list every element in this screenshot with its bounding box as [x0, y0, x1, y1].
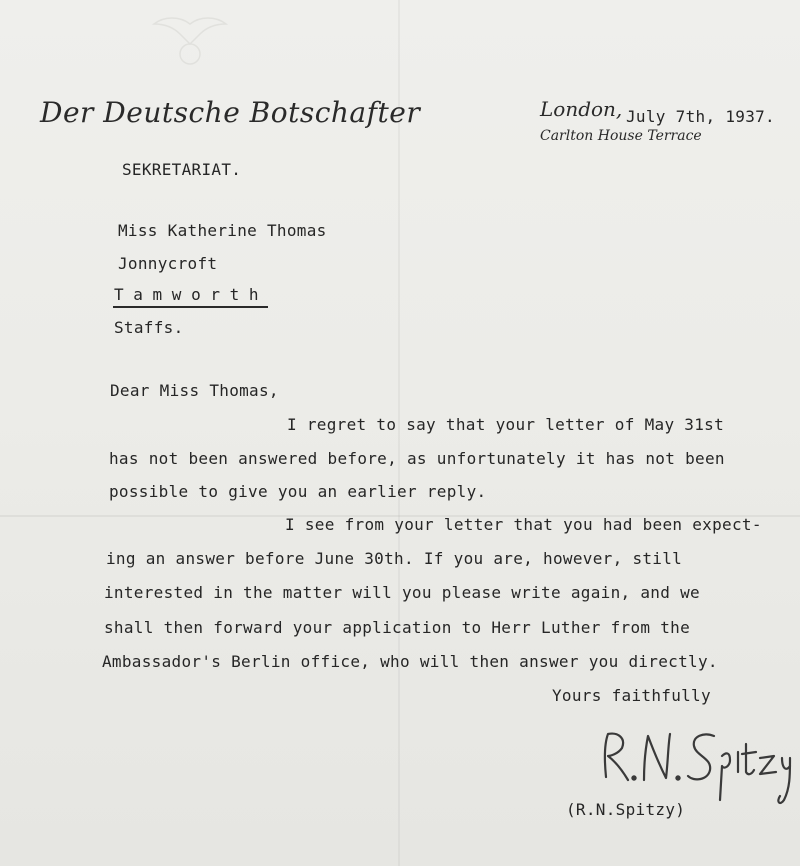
letterhead-street: Carlton House Terrace	[540, 128, 702, 144]
body-line: I regret to say that your letter of May 31st	[287, 415, 725, 434]
body-line: has not been answered before, as unfortunately it has not been	[109, 449, 725, 468]
body-line: Ambassador's Berlin office, who will then answer you directly.	[102, 652, 718, 671]
letterhead-office: Der Deutsche Botschafter	[40, 96, 421, 129]
body-line: ing an answer before June 30th. If you are, however, still	[106, 549, 683, 568]
body-line: shall then forward your application to Herr Luther from the	[104, 618, 691, 637]
typed-signature: (R.N.Spitzy)	[566, 800, 686, 819]
salutation: Dear Miss Thomas,	[110, 381, 279, 400]
department-label: SEKRETARIAT.	[122, 160, 242, 179]
body-line: interested in the matter will you please write again, and we	[104, 583, 700, 602]
town-underline	[113, 306, 268, 308]
closing: Yours faithfully	[552, 686, 711, 705]
letter-date: July 7th, 1937.	[626, 107, 775, 126]
body-line: I see from your letter that you had been expect-	[285, 515, 762, 534]
recipient-town: T a m w o r t h	[114, 285, 259, 304]
recipient-name: Miss Katherine Thomas	[118, 221, 327, 240]
letterhead-city: London,	[540, 97, 623, 121]
embossed-eagle-seal-icon	[150, 10, 230, 70]
recipient-house: Jonnycroft	[118, 254, 218, 273]
recipient-county: Staffs.	[114, 318, 184, 337]
body-line: possible to give you an earlier reply.	[109, 482, 487, 501]
